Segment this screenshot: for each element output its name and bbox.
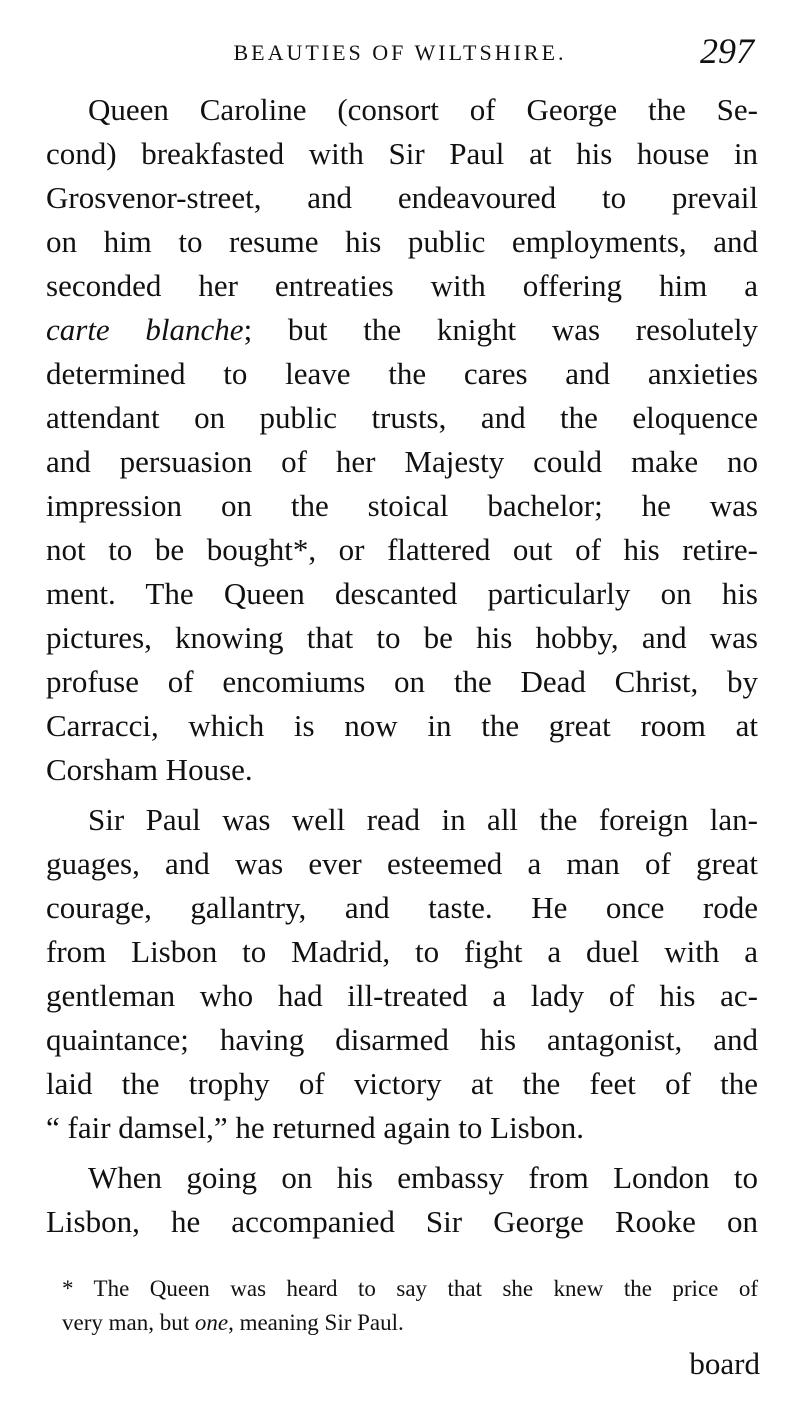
text-line: cond) breakfasted with Sir Paul at his house in bbox=[46, 136, 758, 171]
text-line: Grosvenor-street, and endeavoured to prevail bbox=[46, 180, 758, 215]
paragraph-1 bbox=[46, 88, 758, 792]
text-line: profuse of encomiums on the Dead Christ, by bbox=[46, 664, 758, 699]
text-line: quaintance; having disarmed his antagonist, and bbox=[46, 1022, 758, 1057]
paragraph-2 bbox=[46, 798, 758, 1150]
body-text bbox=[46, 88, 758, 1244]
text-line: courage, gallantry, and taste. He once rode bbox=[46, 890, 758, 925]
catchword: board bbox=[689, 1346, 760, 1381]
text-line: attendant on public trusts, and the eloquence bbox=[46, 400, 758, 435]
text-line: Corsham House. bbox=[46, 752, 253, 787]
footnote-line: very man, but one, meaning Sir Paul. bbox=[62, 1310, 404, 1335]
text-line: laid the trophy of victory at the feet of the bbox=[46, 1066, 758, 1101]
footnote bbox=[62, 1272, 758, 1340]
text-line: Carracci, which is now in the great room at bbox=[46, 708, 758, 743]
text-line: When going on his embassy from London to bbox=[88, 1160, 758, 1195]
text-line: impression on the stoical bachelor; he was bbox=[46, 488, 758, 523]
text-line: ment. The Queen descanted particularly on his bbox=[46, 576, 758, 611]
text-line: determined to leave the cares and anxieties bbox=[46, 356, 758, 391]
text-line: seconded her entreaties with offering him a bbox=[46, 268, 758, 303]
text-line: pictures, knowing that to be his hobby, and was bbox=[46, 620, 758, 655]
text-line: and persuasion of her Majesty could make no bbox=[46, 444, 758, 479]
text-line: not to be bought*, or flattered out of his retire- bbox=[46, 532, 758, 567]
page-number: 297 bbox=[700, 31, 754, 71]
text-line: from Lisbon to Madrid, to fight a duel with a bbox=[46, 934, 758, 969]
running-title: BEAUTIES OF WILTSHIRE. bbox=[233, 40, 567, 65]
paragraph-3 bbox=[46, 1156, 758, 1244]
text-line: on him to resume his public employments, and bbox=[46, 224, 758, 259]
text-line: carte blanche; but the knight was resolutely bbox=[46, 312, 758, 347]
text-line: Lisbon, he accompanied Sir George Rooke on bbox=[46, 1204, 758, 1239]
running-head bbox=[46, 31, 754, 76]
text-line: Sir Paul was well read in all the foreign lan- bbox=[88, 802, 758, 837]
text-line: gentleman who had ill-treated a lady of his ac- bbox=[46, 978, 758, 1013]
footnote-line: * The Queen was heard to say that she knew the price of bbox=[62, 1276, 758, 1301]
text-line: guages, and was ever esteemed a man of great bbox=[46, 846, 758, 881]
text-line: Queen Caroline (consort of George the Se- bbox=[88, 92, 758, 127]
text-line: “ fair damsel,” he returned again to Lisbon. bbox=[46, 1110, 584, 1145]
